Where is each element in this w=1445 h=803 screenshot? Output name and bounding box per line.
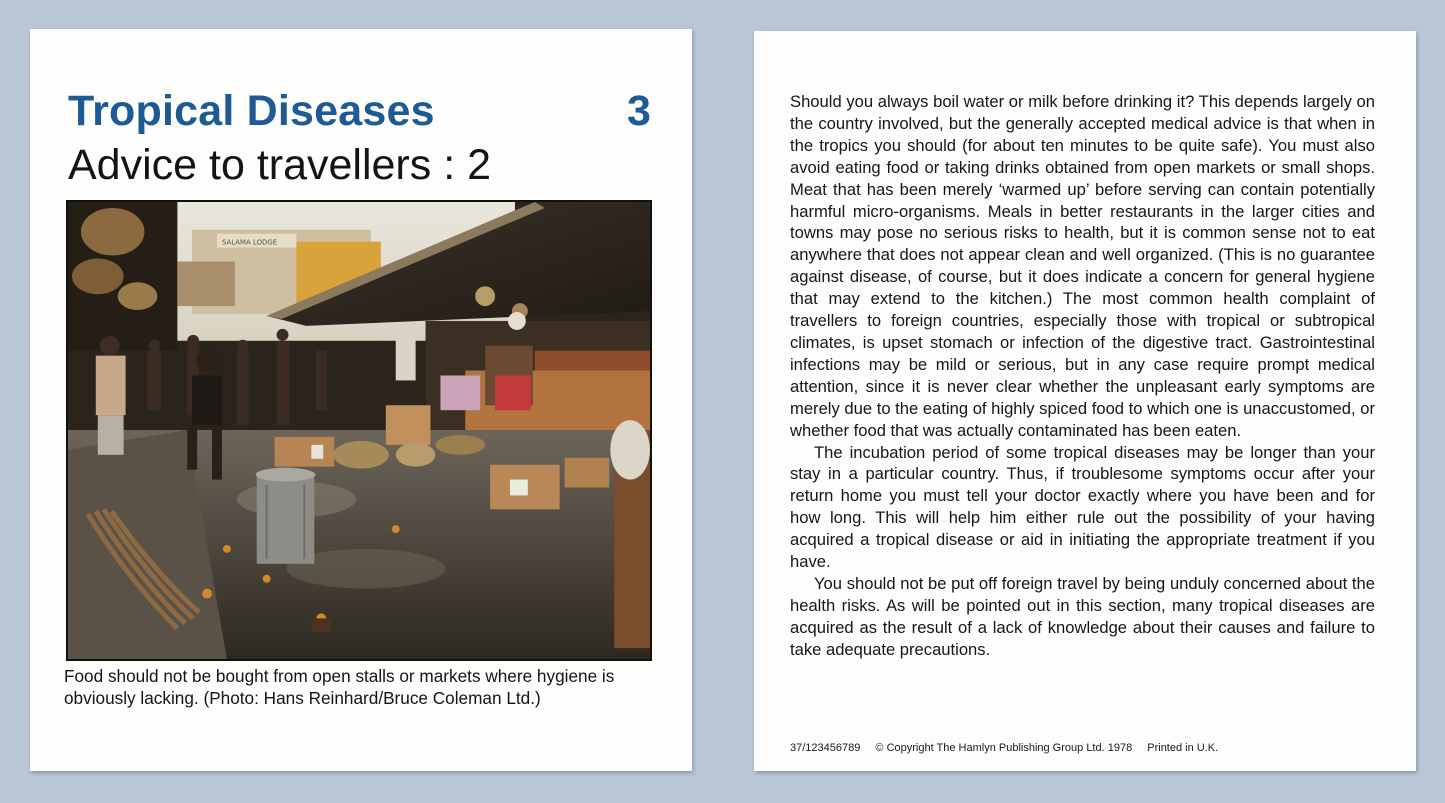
card-title: Tropical Diseases — [68, 87, 435, 135]
copyright-notice: © Copyright The Hamlyn Publishing Group Ltd. 1978 — [875, 742, 1133, 754]
card-subtitle: Advice to travellers : 2 — [68, 141, 492, 189]
market-scene-illustration — [68, 202, 650, 659]
paragraph-water-food: Should you always boil water or milk before drinking it? This depends largely on the country involved, but the generally accepted medical advice is that when in the tropics you should (for about ten minutes to be quite safe). You must also avoid eating food or taking drinks obtained from open markets or small shops. Meat that has been merely ‘warmed up’ before serving can contain potentially harmful micro-organisms. Meals in better restaurants in the larger cities and towns may pose no serious risks to health, but it is common sense not to eat anywhere that does not appear clean and well organized. (This is no guarantee against disease, of course, but it does indicate a concern for general hygiene that may extend to the kitchen.) The most common health complaint of travellers to foreign countries, especially those with tropical or subtropical climates, is upset stomach or infection of the digestive tract. Gastrointestinal infections may be mild or serious, but in any case require prompt medical attention, since it is never clear whether the unpleasant early symptoms are merely due to the eating of highly spiced food to which one is unaccustomed, or whether food that was actually contaminated has been eaten. — [790, 92, 1375, 440]
body-text — [790, 91, 1375, 661]
building-sign: SALAMA LODGE — [221, 238, 278, 247]
card-front — [30, 29, 692, 771]
card-back — [754, 31, 1416, 771]
card-code: 37/123456789 — [790, 742, 861, 754]
paragraph-travel-risks: You should not be put off foreign travel by being unduly concerned about the health risks. As will be pointed out in this section, many tropical diseases are acquired as the result of a lack of knowledge about their causes and failure to take adequate precautions. — [790, 573, 1375, 659]
photo-caption: Food should not be bought from open stalls or markets where hygiene is obviously lacking. (Photo: Hans Reinhard/Bruce Coleman Ltd.) — [64, 666, 615, 708]
market-photo — [66, 200, 652, 661]
printed-in: Printed in U.K. — [1147, 742, 1219, 754]
card-footer — [790, 742, 1390, 754]
paragraph-incubation: The incubation period of some tropical diseases may be longer than your stay in a particular country. Thus, if troublesome symptoms occur after your return home you must tell your doctor exactly where you have been and for how long. This will help him either rule out the possibility of your having acquired a tropical disease or aid in initiating the appropriate treatment if you have. — [790, 442, 1375, 572]
card-number: 3 — [627, 87, 651, 135]
